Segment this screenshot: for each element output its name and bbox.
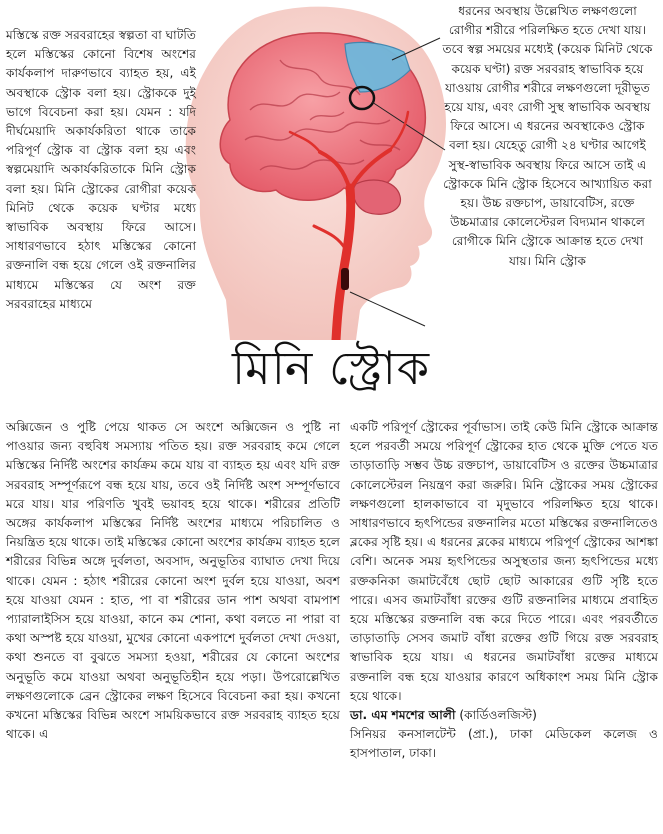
paragraph-prevention: একটি পরিপূর্ণ স্ট্রোকের পূর্বাভাস। তাই কেউ মিনি স্ট্রোকে আক্রান্ত হলে পরবর্তী সময়ে পরিপূর্ণ স্ট্রোকের হাত থেকে মুক্তি পেতে যত তাড়াতাড়ি সম্ভব উচ্চ রক্তচাপ, ডায়াবেটিস ও রক্তের উচ্চমাত্রার কোলেস্টেরল নিয়ন্ত্রণ করা জরুরি। মিনি স্ট্রোকের সময় স্ট্রোকের লক্ষণগুলো হালকাভাবে বা মৃদুভাবে পরিলক্ষিত হয়ে থাকে। সাধারণভাবে হৃৎপিন্ডের রক্তনালির মতো মস্তিস্কের রক্তনালিতেও ব্লকের সৃষ্টি হয়। এ ধরনের ব্লকের মাধ্যমে পরিপূর্ণ স্ট্রোকের আশঙ্কা বেশি। অনেক সময় হৃৎপিন্ডের অসুস্থতার জন্য হৃৎপিন্ডের মধ্যে রক্তকনিকা জমাটবেঁধে ছোট ছোট আকারের গুটি সৃষ্টি হতে পারে। এসব জমাটবাঁধা রক্তের গুটি রক্তনালির মাধ্যমে প্রবাহিত হয়ে মস্তিস্কের রক্তনালি বন্ধ করে দিতে পারে। এবং পরবর্তীতে তাড়াতাড়ি সেসব জমাট বাঁধা রক্তের গুটি গিয়ে রক্ত সরবরাহ স্বাভাবিক হয়ে যায়। এ ধরনের জমাটবাঁধা রক্তের মাধ্যমে রক্তনালি বন্ধ হয়ে যাওয়ার কারণে অধিকাংশ সময় মিনি স্ট্রোক হয়ে থাকে। <box>350 420 658 703</box>
column-bottom-right <box>350 418 658 764</box>
paragraph-mini-stroke-explanation: ধরনের অবস্থায় উল্লেখিত লক্ষণগুলো রোগীর শরীরে পরিলক্ষিত হতে দেখা যায়। তবে স্বল্প সময়ের মধ্যেই (কয়েক মিনিট থেকে কয়েক ঘণ্টা) রক্ত সরবরাহ স্বাভাবিক হয়ে যাওয়ায় রোগীর শরীরে লক্ষণগুলো দূরীভূত হয়ে যায়, এবং রোগী সুস্থ স্বাভাবিক অবস্থায় ফিরে আসে। এ ধরনের অবস্থাকেও স্ট্রোক বলা হয়। যেহেতু রোগী ২৪ ঘণ্টার আগেই সুস্থ-স্বাভাবিক অবস্থায় ফিরে আসে তাই এ স্ট্রোককে মিনি স্ট্রোক হিসেবে আখ্যায়িত করা হয়। উচ্চ রক্তচাপ, ডায়াবেটিস, রক্তে উচ্চমাত্রার কোলেস্টেরল বিদ্যমান থাকলে রোগীকে মিনি স্ট্রোকে আক্রান্ত হতে দেখা যায়। মিনি স্ট্রোক <box>442 4 653 268</box>
brain-stroke-illustration <box>160 0 460 340</box>
column-top-left <box>6 26 196 314</box>
column-bottom-left <box>6 418 340 744</box>
paragraph-intro: মস্তিস্কে রক্ত সরবরাহের স্বল্পতা বা ঘাটতি হলে মস্তিস্কের কোনো বিশেষ অংশের কার্যকলাপ দারুণভাবে ব্যাহত হয়, এই অবস্থাকে স্ট্রোক বলা হয়। স্ট্রোককে দুই ভাগে বিবেচনা করা হয়। যেমন : যদি দীর্ঘমেয়াদি অকার্যকরিতা থাকে তাকে পরিপূর্ণ স্ট্রোক বা স্ট্রোক বলা হয় এবং স্বল্পমেয়াদি অকার্যকরিতাকে মিনি স্ট্রোক বলা হয়। মিনি স্ট্রোকের রোগীরা কয়েক মিনিট থেকে কয়েক ঘণ্টার মধ্যে স্বাভাবিক অবস্থায় ফিরে আসে। সাধারণভাবে হঠাৎ মস্তিস্কের কোনো রক্তনালি বন্ধ হয়ে গেলে ওই রক্তনালির মাধ্যমে মস্তিস্কের যে অংশ রক্ত সরবরাহের মাধ্যমে <box>6 28 196 311</box>
author-signature <box>350 706 658 725</box>
author-name: ডা. এম শমশের আলী <box>350 708 456 723</box>
clot <box>341 268 349 290</box>
author-position: সিনিয়র কনসালটেন্ট (প্রা.), ঢাকা মেডিকেল কলেজ ও হাসপাতাল, ঢাকা। <box>350 727 658 761</box>
article-title: মিনি স্ট্রোক <box>232 341 430 395</box>
paragraph-symptoms: অক্সিজেন ও পুষ্টি পেয়ে থাকত সে অংশে অক্সিজেন ও পুষ্টি না পাওয়ার জন্য বহুবিধ সমস্যায় পতিত হয়। রক্ত সরবরাহ কমে গেলে মস্তিস্কের নির্দিষ্ট অংশের কার্যক্রম কমে যায় বা ব্যাহত হয় এবং যদি রক্ত সরবরাহ সম্পূর্ণরূপে বন্ধ হয়ে যায়, তবে ওই নির্দিষ্ট অংশ সম্পূর্ণভাবে মরে যায়। যার পরিণতি খুবই ভয়াবহ হয়ে থাকে। শরীরের প্রতিটি অঙ্গের কার্যকলাপ মস্তিস্কের নির্দিষ্ট অংশের মাধ্যমে পরিচালিত ও নিয়ন্ত্রিত হয়ে থাকে। তাই মস্তিস্কের কোনো অংশের কার্যক্রম ব্যাহত হলে শরীরের বিভিন্ন অঙ্গে দুর্বলতা, অবসাদ, অনুভূতির ব্যাঘাত দেখা দিয়ে থাকে। যেমন : হঠাৎ শরীরের কোনো অংশ দুর্বল হয়ে যাওয়া, অবশ হয়ে যাওয়া যেমন : হাত, পা বা শরীরের ডান পাশ অথবা বামপাশ প্যারালাইসিস হয়ে যাওয়া, কানে কম শোনা, কথা বলতে না পারা বা কথা অস্পষ্ট হয়ে যাওয়া, মুখের কোনো একপাশে দুর্বলতা দেখা দেওয়া, কথা শুনতে বা বুঝতে সমস্যা হওয়া, শরীরের যে কোনো অংশের অনুভূতি কমে যাওয়া অথবা অনুভূতিহীন হয়ে পড়া। উপরোল্লেখিত লক্ষণগুলোকে ব্রেন স্ট্রোকের লক্ষণ হিসেবে বিবেচনা করা হয়। কখনো কখনো মস্তিস্কের বিভিন্ন অংশে সাময়িকভাবে রক্ত সরবরাহ ব্যাহত হয়ে থাকে। এ <box>6 420 340 742</box>
author-specialty: (কার্ডিওলজিস্ট) <box>459 708 537 723</box>
column-top-right <box>440 2 655 271</box>
